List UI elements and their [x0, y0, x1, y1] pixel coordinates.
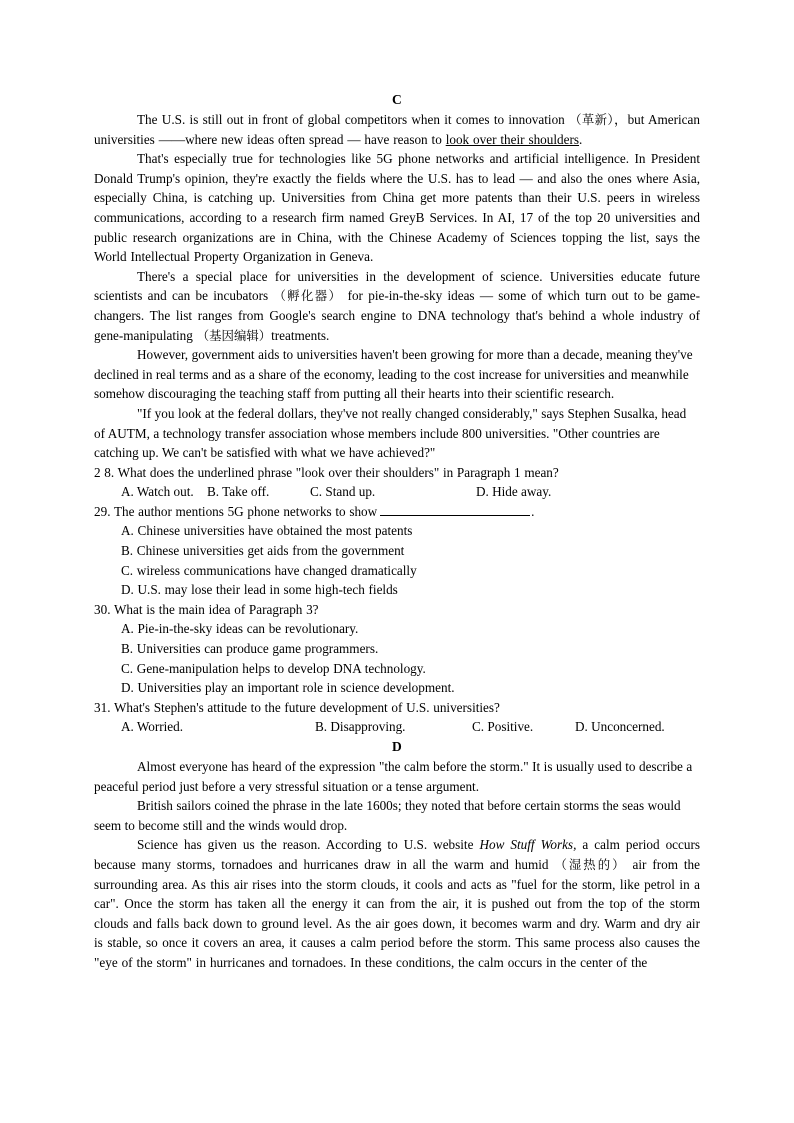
question-29: [94, 502, 700, 600]
text-run: a calm period occurs because many storms, tornadoes and hurricanes draw in all the warm and humid: [94, 837, 701, 872]
passage-c-paragraph-1: [94, 110, 700, 149]
question-28-text: What does the underlined phrase "look over their shoulders" in Paragraph 1 mean?: [117, 464, 559, 480]
passage-d-paragraph-3: [94, 835, 700, 972]
question-28-number: 2 8.: [94, 464, 115, 480]
text-run: for pie-in-the-sky ideas — some of which turn out to be game-changers. The list ranges from Google's search engine to DNA technology that's behind a whole industry of gene-manipulating: [94, 288, 701, 343]
underlined-phrase-look-over-their-shoulders: look over their shoulders: [445, 131, 579, 147]
question-31: [94, 698, 700, 737]
question-30-options: [94, 619, 700, 697]
question-31-option-c[interactable]: C. Positive.: [472, 719, 534, 735]
question-29-number: 29.: [94, 503, 111, 519]
question-31-option-b[interactable]: B. Disapproving.: [315, 719, 406, 735]
text-run: air from the surrounding area. As this air rises into the storm clouds, it cools and acts as "fuel for the storm, like petrol in a car". Once the storm has taken all the energy it can from the air, it is pushed out from the top of the storm clouds and falls back down to ground level. As the air goes down, it becomes warm and dry. Warm and dry air is stable, so once it covers an area, it causes a calm period before the storm. This same process also causes the "eye of the storm" in hurricanes and tornadoes. In these conditions, the calm occurs in the center of the: [94, 856, 700, 970]
question-31-number: 31.: [94, 699, 111, 715]
passage-d-paragraph-2: British sailors coined the phrase in the late 1600s; they noted that before certain storms the seas would seem to become still and the winds would drop.: [94, 798, 681, 833]
question-31-option-a[interactable]: A. Worried.: [121, 719, 184, 735]
section-letter-d: D: [391, 739, 403, 754]
glossary-humid-cn: （湿热的）: [554, 856, 627, 872]
glossary-incubators-cn: （孵化器）: [273, 288, 343, 304]
question-31-option-d[interactable]: D. Unconcerned.: [575, 719, 665, 735]
glossary-innovation-cn: （革新）: [569, 112, 614, 127]
question-30-option-b[interactable]: B. Universities can produce game programmers.: [121, 641, 379, 657]
question-30-option-a[interactable]: A. Pie-in-the-sky ideas can be revolutionary.: [121, 621, 359, 637]
section-letter-c: C: [391, 92, 403, 107]
text-run: .: [579, 131, 583, 147]
question-29-option-b[interactable]: B. Chinese universities get aids from the government: [121, 543, 405, 559]
question-30-option-d[interactable]: D. Universities play an important role in science development.: [121, 680, 455, 696]
glossary-gene-manipulating-cn: （基因编辑）: [196, 327, 272, 343]
question-29-period: .: [531, 503, 535, 519]
text-run: The U.S. is still out in front of global competitors when it comes to innovation: [137, 112, 570, 127]
question-30-option-c[interactable]: C. Gene-manipulation helps to develop DNA technology.: [121, 660, 426, 676]
website-title-how-stuff-works: How Stuff Works,: [479, 837, 577, 853]
question-28-option-c[interactable]: C. Stand up.: [310, 484, 376, 500]
passage-c-paragraph-3: [94, 267, 700, 345]
question-30-stem: [94, 600, 700, 620]
question-28-option-a[interactable]: A. Watch out.: [121, 484, 194, 500]
question-29-option-a[interactable]: A. Chinese universities have obtained the most patents: [121, 523, 413, 539]
question-29-stem: [94, 502, 700, 522]
text-run: Science has given us the reason. According to U.S. website: [137, 837, 480, 853]
text-run: ，but American universities ——where new ideas often spread — have reason to: [94, 112, 700, 147]
question-31-stem: [94, 698, 700, 718]
question-28-stem: [94, 463, 700, 483]
text-run: There's a special place for universities in the development of science. Universities educate future scientists and can be incubators: [94, 268, 700, 304]
question-29-answer-blank[interactable]: [380, 504, 530, 516]
question-31-text: What's Stephen's attitude to the future development of U.S. universities?: [113, 699, 500, 715]
text-run: treatments.: [271, 327, 330, 343]
passage-c-paragraph-2: That's especially true for technologies like 5G phone networks and artificial intelligence. In President Donald Trump's opinion, they're exactly the fields where the U.S. has to lead — and also the ones where Asia, especially China, is catching up. Universities from China get more patents than their U.S. peers in wireless communications, according to a research firm named GreyB Services. In AI, 17 of the top 20 universities and public research organizations are in China, with the Chinese Academy of Sciences topping the list, says the World Intellectual Property Organization in Geneva.: [94, 151, 700, 265]
question-29-text: The author mentions 5G phone networks to show: [113, 503, 378, 519]
question-29-option-d[interactable]: D. U.S. may lose their lead in some high-tech fields: [121, 582, 398, 598]
question-28-option-b[interactable]: B. Take off.: [207, 484, 270, 500]
question-30-text: What is the main idea of Paragraph 3?: [113, 601, 319, 617]
passage-c-paragraph-4: However, government aids to universities haven't been growing for more than a decade, meaning they've declined in real terms and as a share of the economy, leading to the cost increase for universities and meanwhile somehow discouraging the teaching staff from putting all their hearts into their scientific research.: [94, 347, 693, 402]
question-31-options: [94, 717, 700, 737]
question-29-option-c[interactable]: C. wireless communications have changed dramatically: [121, 562, 417, 578]
question-28-options: [94, 482, 700, 502]
question-28-option-d[interactable]: D. Hide away.: [476, 484, 552, 500]
question-30: [94, 600, 700, 698]
question-30-number: 30.: [94, 601, 111, 617]
passage-c-paragraph-5: "If you look at the federal dollars, they've not really changed considerably," says Stephen Susalka, head of AUTM, a technology transfer association whose members include 800 universities. "Other countries are catching up. We can't be satisfied with what we have achieved?": [94, 405, 687, 461]
page-content: [94, 90, 700, 973]
question-29-options: [94, 521, 700, 599]
question-28: [94, 463, 700, 502]
passage-d-paragraph-1: Almost everyone has heard of the expression "the calm before the storm." It is usually used to describe a peaceful period just before a very stressful situation or a tense argument.: [94, 759, 693, 794]
